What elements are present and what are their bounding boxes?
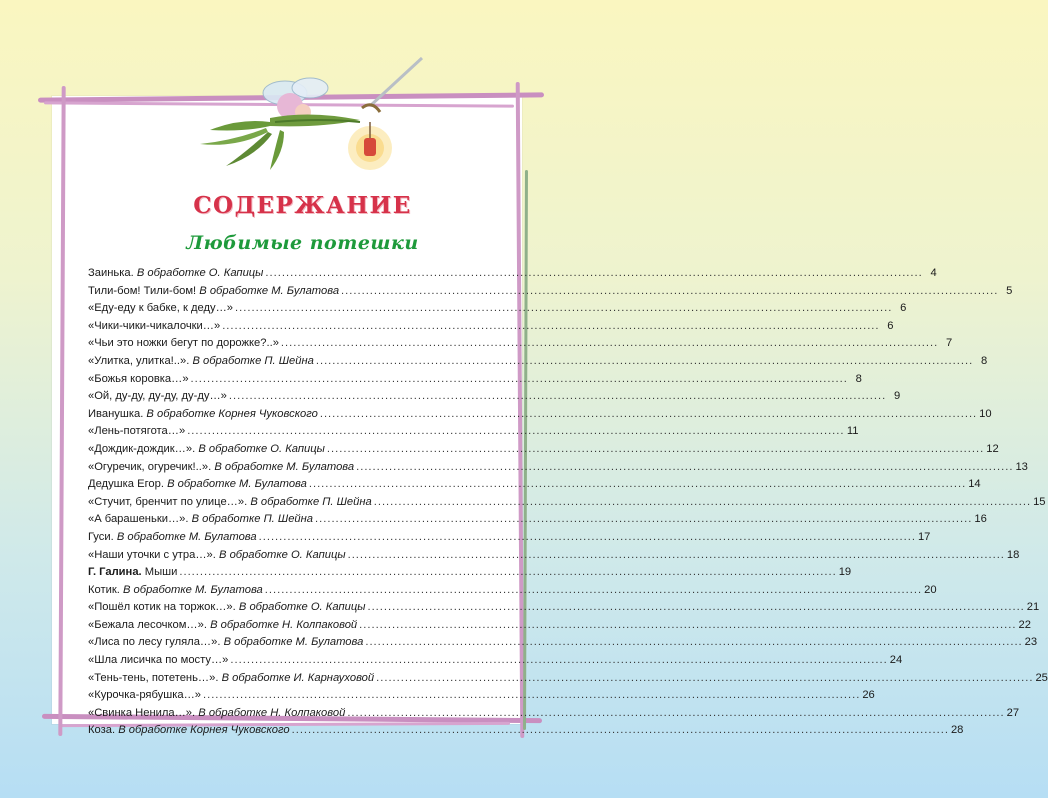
toc-entry-leader bbox=[292, 722, 949, 740]
toc-entry-title: Мыши bbox=[144, 566, 178, 579]
toc-entry-credit: В обработке О. Капицы bbox=[238, 601, 366, 614]
toc-entry-leader bbox=[309, 476, 966, 494]
toc-entry-leader bbox=[265, 265, 922, 283]
toc-entry-credit: В обработке М. Булатова bbox=[223, 636, 364, 649]
toc-entry-text bbox=[88, 722, 290, 740]
toc-entry-leader bbox=[347, 705, 1004, 723]
toc-entry-leader bbox=[235, 300, 892, 318]
toc-entry-title: Коза. bbox=[88, 724, 116, 737]
toc-entry-leader bbox=[367, 599, 1024, 617]
toc-entry-text bbox=[88, 634, 363, 652]
toc-entry-credit: В обработке М. Булатова bbox=[199, 284, 340, 297]
toc-entry-title: «А барашеньки…». bbox=[88, 513, 189, 526]
toc-entry-title: «Стучит, бренчит по улице…». bbox=[88, 495, 248, 508]
toc-entry-credit: В обработке Н. Колпаковой bbox=[210, 618, 358, 631]
toc-entry-text bbox=[88, 670, 374, 688]
toc-entry bbox=[88, 670, 1048, 688]
toc-entry bbox=[88, 599, 1040, 617]
toc-entry bbox=[88, 406, 992, 424]
toc-entry-author: Г. Галина. bbox=[88, 566, 142, 579]
toc-entry bbox=[88, 617, 1031, 635]
toc-entry bbox=[88, 564, 852, 582]
toc-entry-leader bbox=[348, 547, 1005, 565]
toc-entry bbox=[88, 441, 999, 459]
toc-entry-title: Котик. bbox=[88, 583, 120, 596]
toc-entry-page-number: 16 bbox=[974, 513, 987, 526]
toc-entry-credit: В обработке Корнея Чуковского bbox=[118, 724, 290, 737]
toc-entry-text bbox=[88, 547, 346, 565]
toc-entry-page-number: 4 bbox=[930, 267, 937, 279]
toc-entry bbox=[88, 265, 937, 283]
toc-entry bbox=[88, 705, 1020, 723]
toc-entry-page-number: 15 bbox=[1033, 495, 1046, 508]
toc-entry-leader bbox=[316, 353, 973, 371]
toc-entry-text bbox=[88, 388, 227, 406]
toc-entry-credit: В обработке М. Булатова bbox=[116, 530, 257, 543]
toc-entry bbox=[88, 353, 988, 371]
toc-entry-text bbox=[88, 423, 185, 441]
toc-entry-page-number: 12 bbox=[986, 442, 999, 455]
toc-entry bbox=[88, 529, 931, 547]
toc-entry-credit: В обработке М. Булатова bbox=[122, 583, 263, 596]
toc-entry-text bbox=[88, 564, 177, 582]
toc-entry-text bbox=[88, 529, 257, 547]
toc-entry-leader bbox=[229, 388, 886, 406]
toc-entry-text bbox=[88, 318, 220, 336]
toc-entry-page-number: 13 bbox=[1015, 460, 1028, 473]
toc-entry-title: Тили-бом! Тили-бом! bbox=[88, 284, 197, 297]
page-title: СОДЕРЖАНИЕ bbox=[193, 192, 412, 219]
toc-entry-title: «Ой, ду-ду, ду-ду, ду-ду…» bbox=[88, 390, 227, 403]
toc-entry bbox=[88, 494, 1046, 512]
toc-entry-title: Гуси. bbox=[88, 530, 114, 543]
toc-entry-title: «Божья коровка…» bbox=[88, 372, 189, 385]
toc-entry-credit: В обработке О. Капицы bbox=[136, 267, 264, 279]
toc-entry-page-number: 20 bbox=[924, 583, 937, 596]
toc-entry-title: «Улитка, улитка!..». bbox=[88, 354, 190, 367]
toc-entry-title: «Курочка-рябушка…» bbox=[88, 689, 201, 702]
toc-entry-title: «Шла лисичка по мосту…» bbox=[88, 654, 229, 667]
toc-entry-text bbox=[88, 371, 189, 389]
toc-entry-leader bbox=[230, 652, 887, 670]
toc-entry-credit: В обработке О. Капицы bbox=[219, 548, 346, 561]
toc-entry bbox=[88, 476, 981, 494]
toc-entry-text bbox=[88, 335, 279, 353]
toc-entry-leader bbox=[359, 617, 1016, 635]
toc-entry-page-number: 17 bbox=[917, 530, 931, 543]
toc-entry-text bbox=[88, 652, 228, 670]
toc-entry bbox=[88, 652, 903, 670]
toc-entry-leader bbox=[365, 634, 1022, 652]
toc-entry-credit: В обработке Н. Колпаковой bbox=[198, 706, 346, 719]
toc-entry-title: «Тень-тень, потетень…». bbox=[88, 671, 219, 684]
toc-entry bbox=[88, 335, 953, 353]
toc-entry-text bbox=[88, 459, 354, 477]
toc-entry-leader bbox=[356, 459, 1013, 477]
toc-entry-credit: В обработке П. Шейна bbox=[192, 354, 314, 367]
toc-entry-leader bbox=[191, 371, 848, 389]
toc-entry-page-number: 28 bbox=[950, 724, 964, 737]
toc-entry-title: «Бежала лесочком…». bbox=[88, 618, 207, 631]
toc-entry-page-number: 18 bbox=[1006, 548, 1020, 561]
toc-entry-text bbox=[88, 582, 263, 600]
toc-entry-title: «Пошёл котик на торжок…». bbox=[88, 601, 236, 614]
toc-entry-page-number: 24 bbox=[889, 654, 903, 667]
toc-entry-text bbox=[88, 476, 307, 494]
toc-entry-page-number: 25 bbox=[1035, 671, 1048, 684]
toc-entry-page-number: 5 bbox=[1006, 284, 1013, 297]
toc-entry-title: «Наши уточки с утра…». bbox=[88, 548, 216, 561]
toc-entry-page-number: 22 bbox=[1018, 618, 1031, 631]
toc-entry-text bbox=[88, 687, 201, 705]
toc-entry-page-number: 6 bbox=[887, 319, 894, 332]
toc-entry bbox=[88, 459, 1028, 477]
toc-entry-text bbox=[88, 265, 263, 283]
toc-entry bbox=[88, 634, 1038, 652]
toc-entry-leader bbox=[341, 283, 998, 301]
toc-entry bbox=[88, 371, 862, 389]
toc-entry-leader bbox=[265, 582, 922, 600]
toc-entry-credit: В обработке О. Капицы bbox=[198, 442, 325, 455]
toc-entry-page-number: 14 bbox=[968, 478, 981, 491]
toc-entry bbox=[88, 582, 937, 600]
toc-entry-text bbox=[88, 494, 372, 512]
toc-entry bbox=[88, 283, 1013, 301]
toc-entry-page-number: 23 bbox=[1024, 636, 1038, 649]
toc-entry-page-number: 26 bbox=[862, 689, 875, 702]
toc-entry-page-number: 27 bbox=[1006, 706, 1020, 719]
toc-entry-title: Иванушка. bbox=[88, 407, 144, 420]
toc-entry-text bbox=[88, 441, 325, 459]
toc-entry-page-number: 8 bbox=[855, 372, 862, 385]
toc-entry-title: Дедушка Егор. bbox=[88, 478, 164, 491]
toc-entry-credit: В обработке И. Карнауховой bbox=[221, 671, 375, 684]
toc-entry-page-number: 7 bbox=[946, 337, 953, 350]
toc-entry bbox=[88, 722, 964, 740]
toc-entry-text bbox=[88, 353, 314, 371]
toc-entry-leader bbox=[203, 687, 860, 705]
toc-entry-page-number: 11 bbox=[846, 425, 859, 438]
toc-entry-page-number: 6 bbox=[900, 302, 907, 315]
toc-entry-page-number: 21 bbox=[1026, 601, 1040, 614]
toc-entry-title: Заинька. bbox=[88, 267, 134, 279]
toc-entry-leader bbox=[179, 564, 836, 582]
toc-entry-page-number: 8 bbox=[980, 354, 988, 367]
toc-entry-leader bbox=[320, 406, 977, 424]
toc-entry-title: «Чьи это ножки бегут по дорожке?..» bbox=[88, 337, 279, 350]
toc-entry-page-number: 10 bbox=[979, 407, 992, 420]
toc-entry-credit: В обработке М. Булатова bbox=[214, 460, 355, 473]
toc-entry-text bbox=[88, 283, 339, 301]
toc-entry-leader bbox=[187, 423, 844, 441]
toc-entry-credit: В обработке М. Булатова bbox=[167, 478, 307, 491]
toc-entry-leader bbox=[327, 441, 984, 459]
toc-entry-title: «Дождик-дождик…». bbox=[88, 442, 196, 455]
toc-entry bbox=[88, 687, 875, 705]
toc-entry bbox=[88, 423, 859, 441]
toc-entry-text bbox=[88, 705, 345, 723]
toc-entry-leader bbox=[376, 670, 1033, 688]
toc-entry-text bbox=[88, 300, 233, 318]
toc-entry bbox=[88, 300, 907, 318]
toc-entry-credit: В обработке П. Шейна bbox=[191, 513, 314, 526]
toc-entry-credit: В обработке Корнея Чуковского bbox=[146, 407, 318, 420]
toc-entry-page-number: 19 bbox=[838, 566, 852, 579]
fairy-illustration bbox=[170, 48, 440, 178]
toc-entry bbox=[88, 511, 987, 529]
toc-entry-title: «Лень-потягота…» bbox=[88, 425, 186, 438]
toc-entry-page-number: 9 bbox=[894, 390, 901, 403]
toc-entry-leader bbox=[222, 318, 879, 336]
toc-entry-text bbox=[88, 599, 365, 617]
toc-entry-leader bbox=[259, 529, 916, 547]
section-heading: Любимые потешки bbox=[186, 232, 419, 254]
toc-entry-text bbox=[88, 511, 313, 529]
toc-entry-title: «Лиса по лесу гуляла…». bbox=[88, 636, 221, 649]
toc-entry-leader bbox=[374, 494, 1031, 512]
toc-entry-text bbox=[88, 406, 318, 424]
toc-entry-leader bbox=[281, 335, 938, 353]
toc-entry-text bbox=[88, 617, 357, 635]
toc-entry-title: «Свинка Ненила…». bbox=[88, 706, 196, 719]
toc-entry bbox=[88, 388, 901, 406]
toc-entry-credit: В обработке П. Шейна bbox=[250, 495, 372, 508]
toc-entry-title: «Чики-чики-чикалочки…» bbox=[88, 319, 221, 332]
toc-entry-leader bbox=[315, 511, 972, 529]
toc-entry-title: «Еду-еду к бабке, к деду…» bbox=[88, 302, 234, 315]
toc-entry-title: «Огуречик, огуречик!..». bbox=[88, 460, 212, 473]
table-of-contents bbox=[88, 265, 1048, 740]
toc-entry bbox=[88, 547, 1020, 565]
toc-entry bbox=[88, 318, 894, 336]
